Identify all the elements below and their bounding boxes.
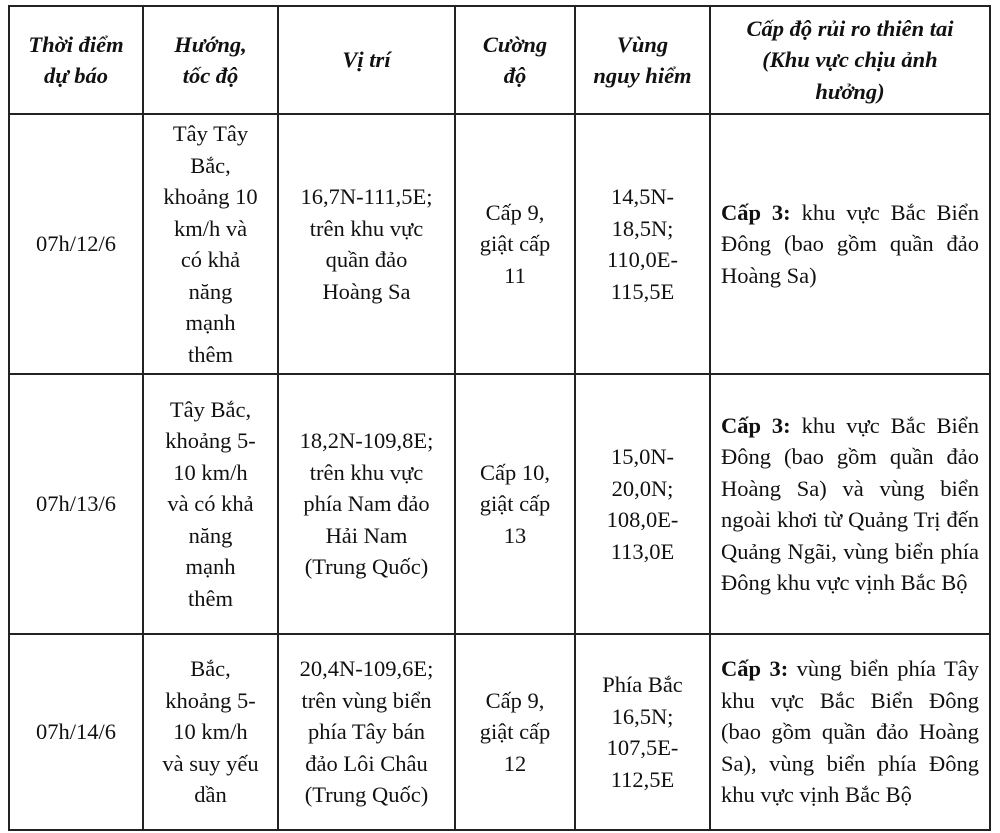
- header-row: [9, 6, 990, 114]
- cell-danger-zone: 15,0N- 20,0N; 108,0E- 113,0E: [575, 374, 710, 634]
- header-direction-speed: Hướng, tốc độ: [143, 6, 278, 114]
- cell-danger-zone: Phía Bắc 16,5N; 107,5E- 112,5E: [575, 634, 710, 830]
- cell-risk-level: [710, 374, 990, 634]
- header-danger-zone: Vùng nguy hiểm: [575, 6, 710, 114]
- risk-area-text: khu vực Bắc Biển Đông (bao gồm quần đảo Hoàng Sa) và vùng biển ngoài khơi từ Quảng Trị đến Quảng Ngãi, vùng biển phía Đông khu vực vịnh Bắc Bộ: [721, 412, 979, 595]
- risk-level-label: Cấp 3:: [721, 412, 791, 438]
- header-intensity: Cường độ: [455, 6, 575, 114]
- risk-level-label: Cấp 3:: [721, 199, 791, 225]
- table-row: [9, 634, 990, 830]
- cell-direction: Bắc, khoảng 5- 10 km/h và suy yếu dần: [143, 634, 278, 830]
- cell-risk-level: [710, 634, 990, 830]
- table-row: [9, 114, 990, 374]
- cell-intensity: Cấp 9, giật cấp 11: [455, 114, 575, 374]
- cell-intensity: Cấp 10, giật cấp 13: [455, 374, 575, 634]
- header-position: Vị trí: [278, 6, 455, 114]
- forecast-table: [8, 5, 991, 831]
- cell-intensity: Cấp 9, giật cấp 12: [455, 634, 575, 830]
- risk-area-text: khu vực Bắc Biển Đông (bao gồm quần đảo Hoàng Sa): [721, 199, 979, 288]
- cell-direction: Tây Bắc, khoảng 5- 10 km/h và có khả năng mạnh thêm: [143, 374, 278, 634]
- cell-position: 18,2N-109,8E; trên khu vực phía Nam đảo Hải Nam (Trung Quốc): [278, 374, 455, 634]
- cell-position: 16,7N-111,5E; trên khu vực quần đảo Hoàng Sa: [278, 114, 455, 374]
- cell-time: 07h/14/6: [9, 634, 143, 830]
- table-row: [9, 374, 990, 634]
- risk-level-label: Cấp 3:: [721, 656, 789, 682]
- cell-position: 20,4N-109,6E; trên vùng biển phía Tây bán đảo Lôi Châu (Trung Quốc): [278, 634, 455, 830]
- header-forecast-time: Thời điểm dự báo: [9, 6, 143, 114]
- cell-direction: Tây Tây Bắc, khoảng 10 km/h và có khả năng mạnh thêm: [143, 114, 278, 374]
- cell-time: 07h/12/6: [9, 114, 143, 374]
- cell-time: 07h/13/6: [9, 374, 143, 634]
- risk-area-text: vùng biển phía Tây khu vực Bắc Biển Đông (bao gồm quần đảo Hoàng Sa), vùng biển phía Đông khu vực vịnh Bắc Bộ: [721, 656, 979, 808]
- header-risk-level: Cấp độ rủi ro thiên tai (Khu vực chịu ảnh hưởng): [710, 6, 990, 114]
- cell-risk-level: [710, 114, 990, 374]
- cell-danger-zone: 14,5N- 18,5N; 110,0E- 115,5E: [575, 114, 710, 374]
